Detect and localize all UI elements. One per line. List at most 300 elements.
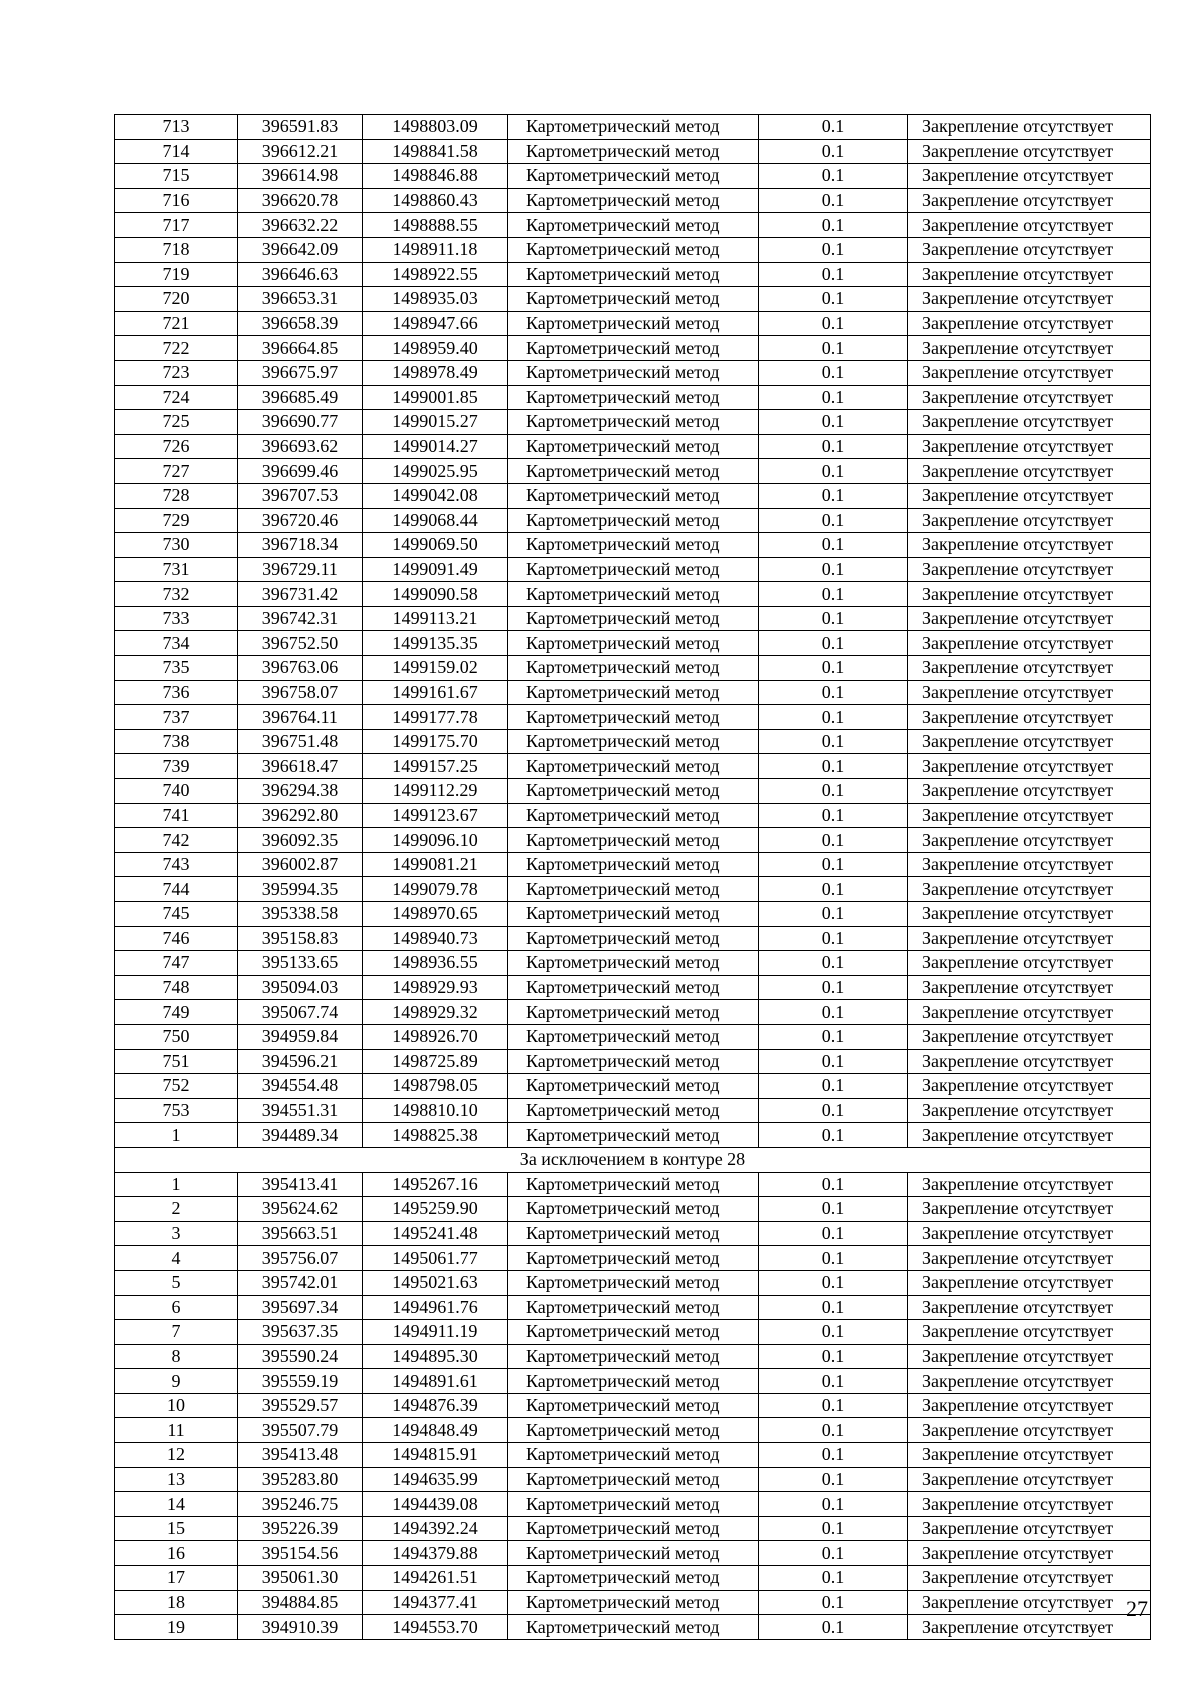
table-row bbox=[115, 1393, 1151, 1418]
y-coordinate-cell: 1494848.49 bbox=[363, 1418, 508, 1443]
table-row bbox=[115, 1590, 1151, 1615]
method-cell: Картометрический метод bbox=[508, 1516, 759, 1541]
table-row bbox=[115, 828, 1151, 853]
x-coordinate-cell: 395590.24 bbox=[238, 1344, 363, 1369]
accuracy-cell: 0.1 bbox=[759, 336, 908, 361]
accuracy-cell: 0.1 bbox=[759, 803, 908, 828]
method-cell: Картометрический метод bbox=[508, 1541, 759, 1566]
fixation-cell: Закрепление отсутствует bbox=[908, 975, 1151, 1000]
fixation-cell: Закрепление отсутствует bbox=[908, 1098, 1151, 1123]
y-coordinate-cell: 1499025.95 bbox=[363, 459, 508, 484]
table-row bbox=[115, 705, 1151, 730]
point-number-cell: 749 bbox=[115, 1000, 238, 1025]
method-cell: Картометрический метод bbox=[508, 1467, 759, 1492]
point-number-cell: 738 bbox=[115, 729, 238, 754]
x-coordinate-cell: 396092.35 bbox=[238, 828, 363, 853]
fixation-cell: Закрепление отсутствует bbox=[908, 582, 1151, 607]
fixation-cell: Закрепление отсутствует bbox=[908, 262, 1151, 287]
x-coordinate-cell: 396764.11 bbox=[238, 705, 363, 730]
method-cell: Картометрический метод bbox=[508, 631, 759, 656]
y-coordinate-cell: 1494895.30 bbox=[363, 1344, 508, 1369]
accuracy-cell: 0.1 bbox=[759, 1221, 908, 1246]
x-coordinate-cell: 395756.07 bbox=[238, 1246, 363, 1271]
x-coordinate-cell: 396752.50 bbox=[238, 631, 363, 656]
y-coordinate-cell: 1494261.51 bbox=[363, 1566, 508, 1591]
fixation-cell: Закрепление отсутствует bbox=[908, 680, 1151, 705]
y-coordinate-cell: 1494553.70 bbox=[363, 1615, 508, 1640]
table-row bbox=[115, 336, 1151, 361]
point-number-cell: 729 bbox=[115, 508, 238, 533]
point-number-cell: 714 bbox=[115, 139, 238, 164]
point-number-cell: 739 bbox=[115, 754, 238, 779]
y-coordinate-cell: 1498825.38 bbox=[363, 1123, 508, 1148]
y-coordinate-cell: 1498970.65 bbox=[363, 902, 508, 927]
fixation-cell: Закрепление отсутствует bbox=[908, 1024, 1151, 1049]
y-coordinate-cell: 1499123.67 bbox=[363, 803, 508, 828]
fixation-cell: Закрепление отсутствует bbox=[908, 1615, 1151, 1640]
point-number-cell: 9 bbox=[115, 1369, 238, 1394]
x-coordinate-cell: 396614.98 bbox=[238, 164, 363, 189]
table-row bbox=[115, 262, 1151, 287]
accuracy-cell: 0.1 bbox=[759, 1049, 908, 1074]
point-number-cell: 731 bbox=[115, 557, 238, 582]
method-cell: Картометрический метод bbox=[508, 1000, 759, 1025]
fixation-cell: Закрепление отсутствует bbox=[908, 1492, 1151, 1517]
table-row bbox=[115, 1221, 1151, 1246]
y-coordinate-cell: 1495061.77 bbox=[363, 1246, 508, 1271]
accuracy-cell: 0.1 bbox=[759, 606, 908, 631]
x-coordinate-cell: 396664.85 bbox=[238, 336, 363, 361]
fixation-cell: Закрепление отсутствует bbox=[908, 434, 1151, 459]
y-coordinate-cell: 1494392.24 bbox=[363, 1516, 508, 1541]
table-row bbox=[115, 1172, 1151, 1197]
accuracy-cell: 0.1 bbox=[759, 1467, 908, 1492]
x-coordinate-cell: 395338.58 bbox=[238, 902, 363, 927]
fixation-cell: Закрепление отсутствует bbox=[908, 1172, 1151, 1197]
x-coordinate-cell: 395226.39 bbox=[238, 1516, 363, 1541]
point-number-cell: 10 bbox=[115, 1393, 238, 1418]
point-number-cell: 724 bbox=[115, 385, 238, 410]
point-number-cell: 5 bbox=[115, 1270, 238, 1295]
method-cell: Картометрический метод bbox=[508, 1123, 759, 1148]
y-coordinate-cell: 1499113.21 bbox=[363, 606, 508, 631]
point-number-cell: 741 bbox=[115, 803, 238, 828]
method-cell: Картометрический метод bbox=[508, 434, 759, 459]
point-number-cell: 745 bbox=[115, 902, 238, 927]
point-number-cell: 17 bbox=[115, 1566, 238, 1591]
x-coordinate-cell: 396653.31 bbox=[238, 287, 363, 312]
accuracy-cell: 0.1 bbox=[759, 385, 908, 410]
point-number-cell: 737 bbox=[115, 705, 238, 730]
accuracy-cell: 0.1 bbox=[759, 533, 908, 558]
point-number-cell: 1 bbox=[115, 1172, 238, 1197]
y-coordinate-cell: 1498798.05 bbox=[363, 1074, 508, 1099]
point-number-cell: 733 bbox=[115, 606, 238, 631]
fixation-cell: Закрепление отсутствует bbox=[908, 606, 1151, 631]
y-coordinate-cell: 1498935.03 bbox=[363, 287, 508, 312]
fixation-cell: Закрепление отсутствует bbox=[908, 631, 1151, 656]
x-coordinate-cell: 396731.42 bbox=[238, 582, 363, 607]
point-number-cell: 718 bbox=[115, 237, 238, 262]
method-cell: Картометрический метод bbox=[508, 1443, 759, 1468]
y-coordinate-cell: 1495021.63 bbox=[363, 1270, 508, 1295]
y-coordinate-cell: 1495241.48 bbox=[363, 1221, 508, 1246]
point-number-cell: 743 bbox=[115, 852, 238, 877]
point-number-cell: 1 bbox=[115, 1123, 238, 1148]
table-row bbox=[115, 1295, 1151, 1320]
table-row bbox=[115, 1566, 1151, 1591]
x-coordinate-cell: 396718.34 bbox=[238, 533, 363, 558]
accuracy-cell: 0.1 bbox=[759, 1074, 908, 1099]
point-number-cell: 717 bbox=[115, 213, 238, 238]
point-number-cell: 736 bbox=[115, 680, 238, 705]
accuracy-cell: 0.1 bbox=[759, 1443, 908, 1468]
table-row bbox=[115, 631, 1151, 656]
method-cell: Картометрический метод bbox=[508, 1197, 759, 1222]
point-number-cell: 19 bbox=[115, 1615, 238, 1640]
y-coordinate-cell: 1495259.90 bbox=[363, 1197, 508, 1222]
method-cell: Картометрический метод bbox=[508, 459, 759, 484]
method-cell: Картометрический метод bbox=[508, 705, 759, 730]
x-coordinate-cell: 396751.48 bbox=[238, 729, 363, 754]
y-coordinate-cell: 1498926.70 bbox=[363, 1024, 508, 1049]
x-coordinate-cell: 395413.41 bbox=[238, 1172, 363, 1197]
accuracy-cell: 0.1 bbox=[759, 1246, 908, 1271]
fixation-cell: Закрепление отсутствует bbox=[908, 1344, 1151, 1369]
table-row bbox=[115, 164, 1151, 189]
method-cell: Картометрический метод bbox=[508, 557, 759, 582]
y-coordinate-cell: 1499001.85 bbox=[363, 385, 508, 410]
point-number-cell: 13 bbox=[115, 1467, 238, 1492]
table-row bbox=[115, 754, 1151, 779]
table-row bbox=[115, 508, 1151, 533]
accuracy-cell: 0.1 bbox=[759, 902, 908, 927]
table-row bbox=[115, 213, 1151, 238]
x-coordinate-cell: 395637.35 bbox=[238, 1320, 363, 1345]
point-number-cell: 11 bbox=[115, 1418, 238, 1443]
accuracy-cell: 0.1 bbox=[759, 1197, 908, 1222]
accuracy-cell: 0.1 bbox=[759, 237, 908, 262]
x-coordinate-cell: 396763.06 bbox=[238, 656, 363, 681]
y-coordinate-cell: 1498846.88 bbox=[363, 164, 508, 189]
coordinates-table bbox=[114, 114, 1151, 1640]
fixation-cell: Закрепление отсутствует bbox=[908, 557, 1151, 582]
method-cell: Картометрический метод bbox=[508, 262, 759, 287]
x-coordinate-cell: 396685.49 bbox=[238, 385, 363, 410]
method-cell: Картометрический метод bbox=[508, 1098, 759, 1123]
point-number-cell: 726 bbox=[115, 434, 238, 459]
table-row bbox=[115, 975, 1151, 1000]
y-coordinate-cell: 1494891.61 bbox=[363, 1369, 508, 1394]
method-cell: Картометрический метод bbox=[508, 902, 759, 927]
y-coordinate-cell: 1498978.49 bbox=[363, 360, 508, 385]
method-cell: Картометрический метод bbox=[508, 1369, 759, 1394]
table-body-bottom bbox=[115, 1172, 1151, 1639]
y-coordinate-cell: 1499015.27 bbox=[363, 410, 508, 435]
accuracy-cell: 0.1 bbox=[759, 1418, 908, 1443]
x-coordinate-cell: 396620.78 bbox=[238, 188, 363, 213]
method-cell: Картометрический метод bbox=[508, 852, 759, 877]
y-coordinate-cell: 1498803.09 bbox=[363, 115, 508, 140]
y-coordinate-cell: 1499112.29 bbox=[363, 779, 508, 804]
method-cell: Картометрический метод bbox=[508, 385, 759, 410]
x-coordinate-cell: 395158.83 bbox=[238, 926, 363, 951]
point-number-cell: 7 bbox=[115, 1320, 238, 1345]
fixation-cell: Закрепление отсутствует bbox=[908, 951, 1151, 976]
fixation-cell: Закрепление отсутствует bbox=[908, 287, 1151, 312]
fixation-cell: Закрепление отсутствует bbox=[908, 1197, 1151, 1222]
point-number-cell: 742 bbox=[115, 828, 238, 853]
method-cell: Картометрический метод bbox=[508, 410, 759, 435]
method-cell: Картометрический метод bbox=[508, 483, 759, 508]
x-coordinate-cell: 395094.03 bbox=[238, 975, 363, 1000]
y-coordinate-cell: 1498810.10 bbox=[363, 1098, 508, 1123]
y-coordinate-cell: 1494439.08 bbox=[363, 1492, 508, 1517]
accuracy-cell: 0.1 bbox=[759, 656, 908, 681]
point-number-cell: 730 bbox=[115, 533, 238, 558]
table-row bbox=[115, 1049, 1151, 1074]
y-coordinate-cell: 1494635.99 bbox=[363, 1467, 508, 1492]
section-title: За исключением в контуре 28 bbox=[115, 1147, 1151, 1172]
method-cell: Картометрический метод bbox=[508, 1590, 759, 1615]
fixation-cell: Закрепление отсутствует bbox=[908, 754, 1151, 779]
x-coordinate-cell: 395624.62 bbox=[238, 1197, 363, 1222]
accuracy-cell: 0.1 bbox=[759, 188, 908, 213]
table-row bbox=[115, 1492, 1151, 1517]
fixation-cell: Закрепление отсутствует bbox=[908, 483, 1151, 508]
fixation-cell: Закрепление отсутствует bbox=[908, 828, 1151, 853]
accuracy-cell: 0.1 bbox=[759, 926, 908, 951]
section-row-group bbox=[115, 1147, 1151, 1172]
y-coordinate-cell: 1498860.43 bbox=[363, 188, 508, 213]
fixation-cell: Закрепление отсутствует bbox=[908, 164, 1151, 189]
point-number-cell: 740 bbox=[115, 779, 238, 804]
y-coordinate-cell: 1499090.58 bbox=[363, 582, 508, 607]
fixation-cell: Закрепление отсутствует bbox=[908, 213, 1151, 238]
fixation-cell: Закрепление отсутствует bbox=[908, 1418, 1151, 1443]
y-coordinate-cell: 1499159.02 bbox=[363, 656, 508, 681]
accuracy-cell: 0.1 bbox=[759, 828, 908, 853]
accuracy-cell: 0.1 bbox=[759, 1541, 908, 1566]
method-cell: Картометрический метод bbox=[508, 336, 759, 361]
x-coordinate-cell: 395154.56 bbox=[238, 1541, 363, 1566]
fixation-cell: Закрепление отсутствует bbox=[908, 1590, 1151, 1615]
table-row bbox=[115, 410, 1151, 435]
method-cell: Картометрический метод bbox=[508, 1320, 759, 1345]
table-row bbox=[115, 877, 1151, 902]
method-cell: Картометрический метод bbox=[508, 926, 759, 951]
accuracy-cell: 0.1 bbox=[759, 631, 908, 656]
x-coordinate-cell: 395697.34 bbox=[238, 1295, 363, 1320]
fixation-cell: Закрепление отсутствует bbox=[908, 360, 1151, 385]
accuracy-cell: 0.1 bbox=[759, 951, 908, 976]
x-coordinate-cell: 396632.22 bbox=[238, 213, 363, 238]
method-cell: Картометрический метод bbox=[508, 779, 759, 804]
accuracy-cell: 0.1 bbox=[759, 360, 908, 385]
fixation-cell: Закрепление отсутствует bbox=[908, 1123, 1151, 1148]
method-cell: Картометрический метод bbox=[508, 139, 759, 164]
point-number-cell: 721 bbox=[115, 311, 238, 336]
x-coordinate-cell: 395246.75 bbox=[238, 1492, 363, 1517]
accuracy-cell: 0.1 bbox=[759, 1123, 908, 1148]
method-cell: Картометрический метод bbox=[508, 115, 759, 140]
accuracy-cell: 0.1 bbox=[759, 754, 908, 779]
point-number-cell: 727 bbox=[115, 459, 238, 484]
x-coordinate-cell: 395663.51 bbox=[238, 1221, 363, 1246]
fixation-cell: Закрепление отсутствует bbox=[908, 1467, 1151, 1492]
point-number-cell: 719 bbox=[115, 262, 238, 287]
table-row bbox=[115, 729, 1151, 754]
table-row bbox=[115, 287, 1151, 312]
method-cell: Картометрический метод bbox=[508, 1024, 759, 1049]
method-cell: Картометрический метод bbox=[508, 828, 759, 853]
method-cell: Картометрический метод bbox=[508, 311, 759, 336]
y-coordinate-cell: 1498922.55 bbox=[363, 262, 508, 287]
table-row bbox=[115, 852, 1151, 877]
method-cell: Картометрический метод bbox=[508, 803, 759, 828]
fixation-cell: Закрепление отсутствует bbox=[908, 139, 1151, 164]
accuracy-cell: 0.1 bbox=[759, 680, 908, 705]
x-coordinate-cell: 396693.62 bbox=[238, 434, 363, 459]
y-coordinate-cell: 1498911.18 bbox=[363, 237, 508, 262]
x-coordinate-cell: 394551.31 bbox=[238, 1098, 363, 1123]
method-cell: Картометрический метод bbox=[508, 1074, 759, 1099]
table-row bbox=[115, 385, 1151, 410]
point-number-cell: 4 bbox=[115, 1246, 238, 1271]
fixation-cell: Закрепление отсутствует bbox=[908, 1541, 1151, 1566]
y-coordinate-cell: 1499161.67 bbox=[363, 680, 508, 705]
accuracy-cell: 0.1 bbox=[759, 139, 908, 164]
point-number-cell: 2 bbox=[115, 1197, 238, 1222]
method-cell: Картометрический метод bbox=[508, 951, 759, 976]
method-cell: Картометрический метод bbox=[508, 754, 759, 779]
table-row bbox=[115, 803, 1151, 828]
x-coordinate-cell: 396618.47 bbox=[238, 754, 363, 779]
x-coordinate-cell: 395507.79 bbox=[238, 1418, 363, 1443]
y-coordinate-cell: 1498940.73 bbox=[363, 926, 508, 951]
accuracy-cell: 0.1 bbox=[759, 1369, 908, 1394]
method-cell: Картометрический метод bbox=[508, 877, 759, 902]
accuracy-cell: 0.1 bbox=[759, 1098, 908, 1123]
y-coordinate-cell: 1494876.39 bbox=[363, 1393, 508, 1418]
y-coordinate-cell: 1498929.93 bbox=[363, 975, 508, 1000]
accuracy-cell: 0.1 bbox=[759, 1344, 908, 1369]
x-coordinate-cell: 395067.74 bbox=[238, 1000, 363, 1025]
y-coordinate-cell: 1499042.08 bbox=[363, 483, 508, 508]
y-coordinate-cell: 1498888.55 bbox=[363, 213, 508, 238]
y-coordinate-cell: 1499014.27 bbox=[363, 434, 508, 459]
point-number-cell: 753 bbox=[115, 1098, 238, 1123]
table-row bbox=[115, 434, 1151, 459]
fixation-cell: Закрепление отсутствует bbox=[908, 1295, 1151, 1320]
table-row bbox=[115, 582, 1151, 607]
fixation-cell: Закрепление отсутствует bbox=[908, 1049, 1151, 1074]
method-cell: Картометрический метод bbox=[508, 606, 759, 631]
x-coordinate-cell: 395529.57 bbox=[238, 1393, 363, 1418]
fixation-cell: Закрепление отсутствует bbox=[908, 508, 1151, 533]
table-row bbox=[115, 360, 1151, 385]
method-cell: Картометрический метод bbox=[508, 1049, 759, 1074]
x-coordinate-cell: 394554.48 bbox=[238, 1074, 363, 1099]
fixation-cell: Закрепление отсутствует bbox=[908, 188, 1151, 213]
accuracy-cell: 0.1 bbox=[759, 557, 908, 582]
point-number-cell: 3 bbox=[115, 1221, 238, 1246]
accuracy-cell: 0.1 bbox=[759, 164, 908, 189]
table-row bbox=[115, 1098, 1151, 1123]
method-cell: Картометрический метод bbox=[508, 1418, 759, 1443]
y-coordinate-cell: 1499079.78 bbox=[363, 877, 508, 902]
table-row bbox=[115, 606, 1151, 631]
accuracy-cell: 0.1 bbox=[759, 1492, 908, 1517]
method-cell: Картометрический метод bbox=[508, 1615, 759, 1640]
fixation-cell: Закрепление отсутствует bbox=[908, 729, 1151, 754]
accuracy-cell: 0.1 bbox=[759, 410, 908, 435]
fixation-cell: Закрепление отсутствует bbox=[908, 656, 1151, 681]
fixation-cell: Закрепление отсутствует bbox=[908, 1393, 1151, 1418]
fixation-cell: Закрепление отсутствует bbox=[908, 1221, 1151, 1246]
table-row bbox=[115, 1344, 1151, 1369]
point-number-cell: 723 bbox=[115, 360, 238, 385]
table-row bbox=[115, 779, 1151, 804]
accuracy-cell: 0.1 bbox=[759, 1516, 908, 1541]
method-cell: Картометрический метод bbox=[508, 1221, 759, 1246]
x-coordinate-cell: 396690.77 bbox=[238, 410, 363, 435]
accuracy-cell: 0.1 bbox=[759, 705, 908, 730]
y-coordinate-cell: 1495267.16 bbox=[363, 1172, 508, 1197]
x-coordinate-cell: 394910.39 bbox=[238, 1615, 363, 1640]
y-coordinate-cell: 1499091.49 bbox=[363, 557, 508, 582]
table-row bbox=[115, 459, 1151, 484]
table-row bbox=[115, 680, 1151, 705]
x-coordinate-cell: 396742.31 bbox=[238, 606, 363, 631]
accuracy-cell: 0.1 bbox=[759, 975, 908, 1000]
point-number-cell: 747 bbox=[115, 951, 238, 976]
fixation-cell: Закрепление отсутствует bbox=[908, 115, 1151, 140]
method-cell: Картометрический метод bbox=[508, 360, 759, 385]
table-row bbox=[115, 1615, 1151, 1640]
point-number-cell: 16 bbox=[115, 1541, 238, 1566]
point-number-cell: 720 bbox=[115, 287, 238, 312]
x-coordinate-cell: 395133.65 bbox=[238, 951, 363, 976]
table-row bbox=[115, 951, 1151, 976]
table-row bbox=[115, 557, 1151, 582]
y-coordinate-cell: 1494961.76 bbox=[363, 1295, 508, 1320]
y-coordinate-cell: 1498936.55 bbox=[363, 951, 508, 976]
table-row bbox=[115, 188, 1151, 213]
method-cell: Картометрический метод bbox=[508, 1344, 759, 1369]
point-number-cell: 18 bbox=[115, 1590, 238, 1615]
method-cell: Картометрический метод bbox=[508, 1270, 759, 1295]
y-coordinate-cell: 1499069.50 bbox=[363, 533, 508, 558]
method-cell: Картометрический метод bbox=[508, 729, 759, 754]
accuracy-cell: 0.1 bbox=[759, 582, 908, 607]
x-coordinate-cell: 396642.09 bbox=[238, 237, 363, 262]
accuracy-cell: 0.1 bbox=[759, 877, 908, 902]
y-coordinate-cell: 1494379.88 bbox=[363, 1541, 508, 1566]
point-number-cell: 732 bbox=[115, 582, 238, 607]
method-cell: Картометрический метод bbox=[508, 1492, 759, 1517]
accuracy-cell: 0.1 bbox=[759, 1000, 908, 1025]
fixation-cell: Закрепление отсутствует bbox=[908, 779, 1151, 804]
method-cell: Картометрический метод bbox=[508, 508, 759, 533]
table-row bbox=[115, 926, 1151, 951]
point-number-cell: 12 bbox=[115, 1443, 238, 1468]
x-coordinate-cell: 396675.97 bbox=[238, 360, 363, 385]
section-header-row bbox=[115, 1147, 1151, 1172]
fixation-cell: Закрепление отсутствует bbox=[908, 1270, 1151, 1295]
accuracy-cell: 0.1 bbox=[759, 852, 908, 877]
accuracy-cell: 0.1 bbox=[759, 779, 908, 804]
